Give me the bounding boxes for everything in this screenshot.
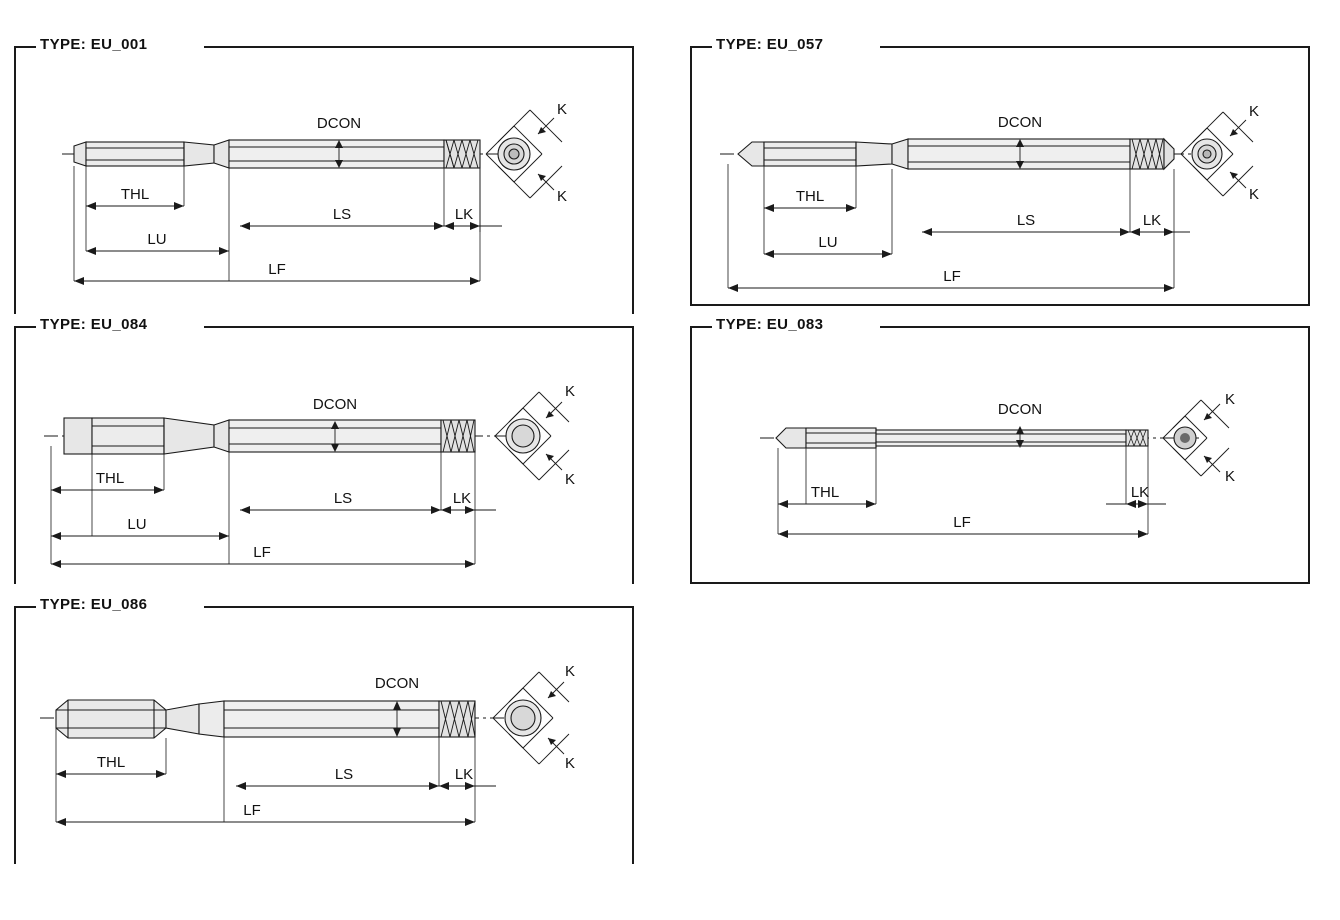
label-lk: LK <box>1130 484 1150 501</box>
label-dcon: DCON <box>374 675 420 692</box>
label-ls: LS <box>332 206 352 223</box>
label-lf: LF <box>953 514 971 531</box>
label-lk: LK <box>454 206 474 223</box>
panel-title: TYPE: EU_057 <box>712 36 827 53</box>
label-ls: LS <box>1016 212 1036 229</box>
label-k-bottom: K <box>564 471 576 488</box>
label-k-top: K <box>556 101 568 118</box>
label-lf: LF <box>253 544 271 561</box>
panel-eu-001 <box>14 36 634 314</box>
label-k-bottom: K <box>1224 468 1236 485</box>
panel-title: TYPE: EU_083 <box>712 316 827 333</box>
label-dcon: DCON <box>997 401 1043 418</box>
label-dcon: DCON <box>316 115 362 132</box>
tap-drawing-eu-057 <box>690 46 1310 306</box>
label-dcon: DCON <box>312 396 358 413</box>
panel-eu-083 <box>690 316 1310 584</box>
panel-title: TYPE: EU_001 <box>36 36 151 53</box>
label-lf: LF <box>243 802 261 819</box>
panel-title: TYPE: EU_084 <box>36 316 151 333</box>
label-k-bottom: K <box>564 755 576 772</box>
label-lu: LU <box>127 516 147 533</box>
label-lu: LU <box>147 231 167 248</box>
label-k-top: K <box>564 383 576 400</box>
label-thl: THL <box>96 754 126 771</box>
label-lu: LU <box>818 234 838 251</box>
label-k-bottom: K <box>1248 186 1260 203</box>
label-lf: LF <box>943 268 961 285</box>
panel-title: TYPE: EU_086 <box>36 596 151 613</box>
label-k-top: K <box>1248 103 1260 120</box>
tap-drawing-eu-084 <box>14 326 634 584</box>
tap-drawing-eu-086 <box>14 606 634 864</box>
panel-eu-084 <box>14 316 634 584</box>
tap-drawing-eu-083 <box>690 326 1310 584</box>
label-lk: LK <box>452 490 472 507</box>
panel-eu-057 <box>690 36 1310 306</box>
label-k-top: K <box>564 663 576 680</box>
label-k-bottom: K <box>556 188 568 205</box>
panel-eu-086 <box>14 596 634 864</box>
label-ls: LS <box>333 490 353 507</box>
label-thl: THL <box>795 188 825 205</box>
label-lk: LK <box>454 766 474 783</box>
label-thl: THL <box>810 484 840 501</box>
label-thl: THL <box>95 470 125 487</box>
label-lf: LF <box>268 261 286 278</box>
label-thl: THL <box>120 186 150 203</box>
label-k-top: K <box>1224 391 1236 408</box>
tap-drawing-eu-001 <box>14 46 634 314</box>
label-ls: LS <box>334 766 354 783</box>
label-lk: LK <box>1142 212 1162 229</box>
label-dcon: DCON <box>997 114 1043 131</box>
